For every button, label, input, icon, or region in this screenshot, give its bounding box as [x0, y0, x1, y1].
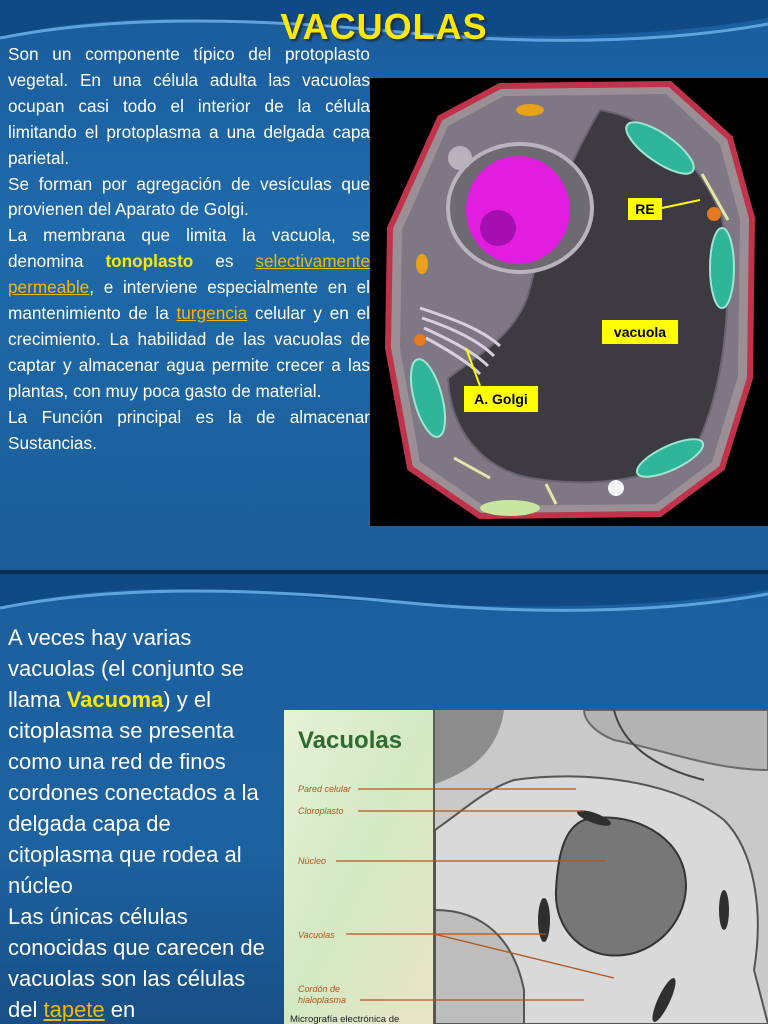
plant-cell-illustration — [370, 78, 768, 526]
nucleolus — [480, 210, 516, 246]
paragraph-1: Son un componente típico del protoplasto vegetal. En una célula adulta las vacuolas ocupan casi todo el interior de la célula limitando el protoplasma a una delgada capa parietal. — [8, 44, 370, 168]
slide-1-body-text — [8, 42, 370, 457]
selectivamente-permeable-link[interactable]: selectivamente permeable — [8, 251, 371, 298]
label-hialoplasma: hialoplasma — [298, 995, 347, 1005]
paragraph-2: Se forman por agregación de vesículas que provienen del Aparato de Golgi. — [8, 173, 370, 220]
micrograph-caption: Micrografía electrónica de — [290, 1014, 400, 1024]
turgencia-link[interactable]: turgencia — [176, 303, 248, 324]
plant-cell-diagram — [370, 78, 768, 526]
paragraph-4: La Función principal es la de almacenar Sustancias. — [8, 406, 370, 453]
label-re: RE — [635, 201, 655, 217]
slide-2-text-c: Las únicas células conocidas que carecen de vacuolas son las células del — [8, 904, 265, 1022]
label-pared-celular: Pared celular — [298, 784, 352, 794]
vesicle — [608, 480, 624, 496]
slide-2-text-b: ) y el citoplasma se presenta como una red de finos cordones conectados a la delgada capa de citoplasma que rodea al núcleo — [8, 687, 259, 898]
chloroplast — [710, 228, 734, 308]
label-golgi: A. Golgi — [474, 391, 528, 407]
micrograph-figure — [284, 710, 768, 1024]
page-title: VACUOLAS — [280, 6, 488, 47]
slide-2-paragraph-2 — [8, 901, 280, 1024]
vesicle — [448, 146, 472, 170]
label-cordon: Cordón de — [298, 984, 341, 994]
paragraph-3-text-d: celular y en el crecimiento. La habilidad de las vacuolas de captar y almacenar agua permite crecer a las plantas, con muy poca gasto de material. — [8, 303, 370, 401]
slide-2 — [0, 574, 768, 1024]
micrograph-legend-panel — [284, 710, 434, 1024]
vacuoma-term: Vacuoma — [66, 687, 164, 712]
tapete-link[interactable]: tapete — [43, 997, 105, 1022]
micrograph-illustration — [284, 710, 768, 1024]
label-cloroplasto: Cloroplasto — [298, 806, 344, 816]
nucleus — [466, 156, 570, 264]
paragraph-3-text-c: , e interviene especialmente en el mantenimiento de la — [8, 277, 370, 324]
paragraph-3 — [8, 223, 370, 404]
slide-2-text-d: en — [104, 997, 136, 1022]
label-nucleo: Núcleo — [298, 856, 327, 866]
mitochondrion — [416, 254, 428, 274]
vesicle — [707, 207, 721, 221]
tonoplasto-term: tonoplasto — [105, 251, 194, 272]
vesicle — [414, 334, 426, 346]
slide-2-body-text — [8, 622, 280, 1024]
label-vacuola: vacuola — [613, 324, 667, 340]
mitochondrion — [516, 104, 544, 116]
paragraph-3-text-a: La membrana que limita la vacuola, se denomina — [8, 225, 370, 272]
chloroplast — [480, 500, 540, 516]
slide-2-paragraph-1 — [8, 622, 280, 901]
micrograph-title: Vacuolas — [298, 727, 403, 754]
label-vacuolas: Vacuolas — [298, 930, 335, 940]
paragraph-3-text-b: es — [193, 251, 256, 272]
slide-2-text-a: A veces hay varias vacuolas (el conjunto se llama — [8, 625, 245, 712]
